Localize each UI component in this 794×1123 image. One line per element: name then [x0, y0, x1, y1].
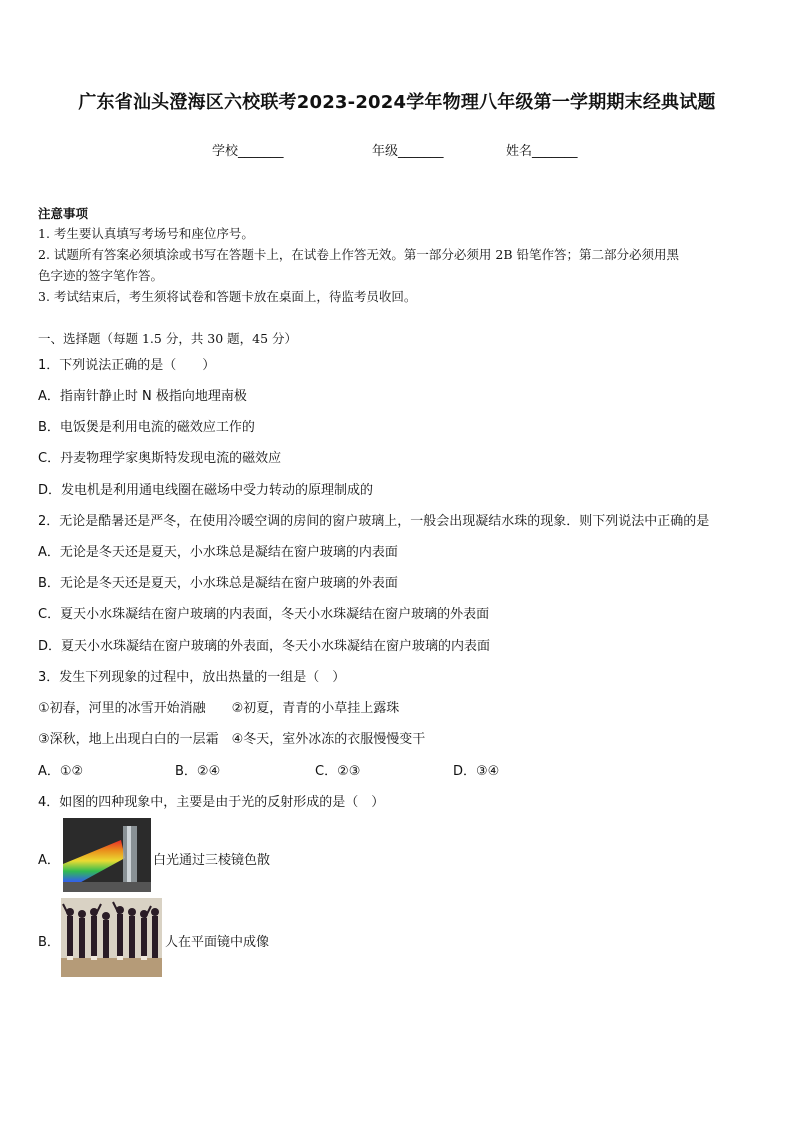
notice-item: 3. 考试结束后，考生须将试卷和答题卡放在桌面上，待监考员收回。	[38, 289, 417, 304]
name-field[interactable]: 姓名_______	[506, 144, 578, 159]
question-4-option-b-text: 人在平面镜中成像	[165, 935, 270, 950]
question-3-option-d: D．③④	[453, 764, 500, 779]
prism-dispersion-image	[63, 818, 151, 892]
notice-item: 色字迹的签字笔作答。	[38, 268, 164, 283]
mirror-dancers-image	[61, 898, 162, 977]
question-4-option-b-label: B．	[38, 935, 60, 950]
question-3-stem: 3．发生下列现象的过程中，放出热量的一组是（ ）	[38, 670, 346, 685]
question-3-option-a: A．①②	[38, 764, 84, 779]
question-2-option-b: B．无论是冬天还是夏天，小水珠总是凝结在窗户玻璃的外表面	[38, 576, 398, 591]
question-1-option-c: C．丹麦物理学家奥斯特发现电流的磁效应	[38, 451, 282, 466]
question-3-option-b: B．②④	[175, 764, 221, 779]
section-heading: 一、选择题（每题 1.5 分，共 30 题，45 分）	[38, 331, 298, 346]
prism-dispersion-graphic	[63, 818, 151, 892]
notice-item: 2. 试题所有答案必须填涂或书写在答题卡上，在试卷上作答无效。第一部分必须用 2B 铅笔作答；第二部分必须用黑	[38, 247, 679, 262]
question-4-option-a-text: 白光通过三棱镜色散	[153, 853, 271, 868]
question-3-option-c: C．②③	[315, 764, 361, 779]
question-1-option-b: B．电饭煲是利用电流的磁效应工作的	[38, 420, 255, 435]
question-3-line-2: ③深秋，地上出现白白的一层霜 ④冬天，室外冰冻的衣服慢慢变干	[38, 732, 426, 747]
question-2-stem: 2．无论是酷暑还是严冬，在使用冷暖空调的房间的窗户玻璃上，一般会出现凝结水珠的现象．则下列说法中正确的是	[38, 514, 710, 529]
exam-title: 广东省汕头澄海区六校联考2023-2024学年物理八年级第一学期期末经典试题	[78, 92, 716, 113]
question-1-option-d: D．发电机是利用通电线圈在磁场中受力转动的原理制成的	[38, 483, 374, 498]
question-2-option-c: C．夏天小水珠凝结在窗户玻璃的内表面，冬天小水珠凝结在窗户玻璃的外表面	[38, 607, 490, 622]
question-1-stem: 1．下列说法正确的是（ ）	[38, 358, 216, 373]
notice-heading: 注意事项	[38, 206, 89, 221]
question-4-option-a-label: A．	[38, 853, 60, 868]
question-2-option-d: D．夏天小水珠凝结在窗户玻璃的外表面，冬天小水珠凝结在窗户玻璃的内表面	[38, 639, 491, 654]
notice-item: 1. 考生要认真填写考场号和座位序号。	[38, 226, 254, 241]
question-2-option-a: A．无论是冬天还是夏天，小水珠总是凝结在窗户玻璃的内表面	[38, 545, 398, 560]
school-field[interactable]: 学校_______	[212, 144, 284, 159]
mirror-dancers-graphic	[61, 898, 162, 977]
grade-field[interactable]: 年级_______	[372, 144, 444, 159]
question-3-line-1: ①初春，河里的冰雪开始消融 ②初夏，青青的小草挂上露珠	[38, 701, 400, 716]
question-1-option-a: A．指南针静止时 N 极指向地理南极	[38, 389, 247, 404]
question-4-stem: 4．如图的四种现象中，主要是由于光的反射形成的是（ ）	[38, 795, 385, 810]
